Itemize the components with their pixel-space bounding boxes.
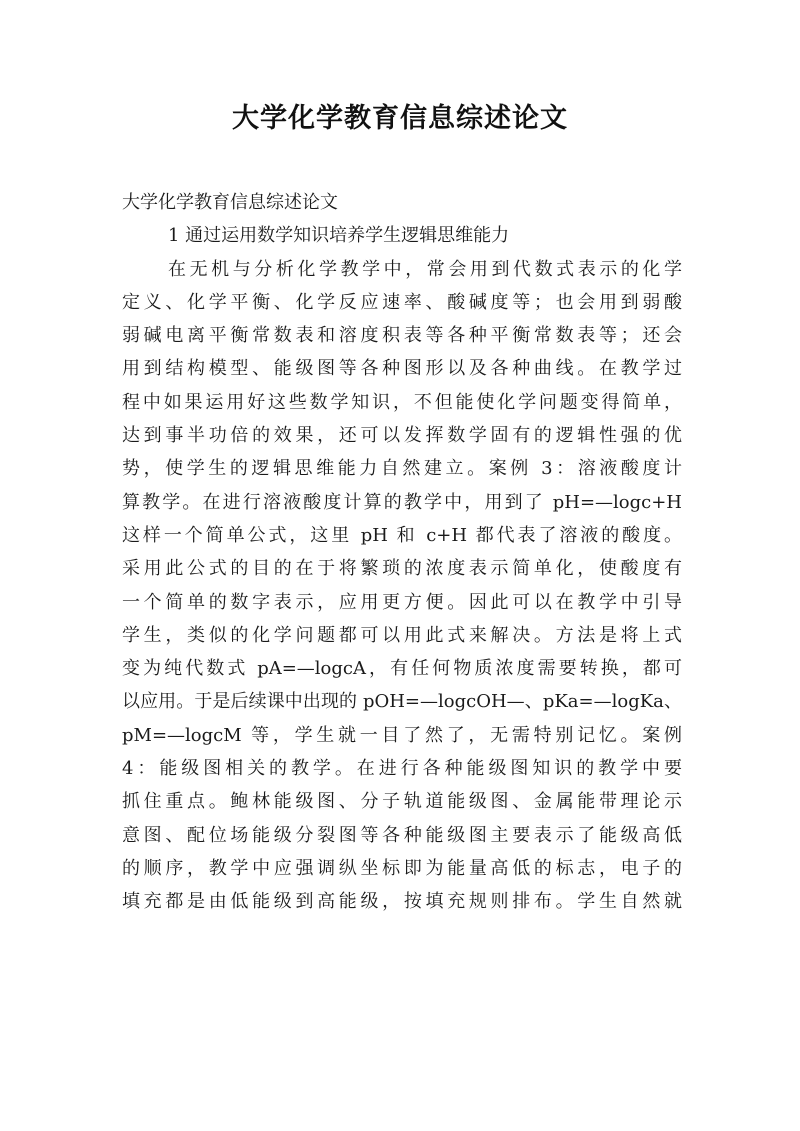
- section-heading: 1 通过运用数学知识培养学生逻辑思维能力: [168, 225, 510, 247]
- paragraph-line: 的顺序，教学中应强调纵坐标即为能量高低的标志，电子的: [122, 857, 682, 879]
- paragraph-line: 势，使学生的逻辑思维能力自然建立。案例 3：溶液酸度计: [122, 458, 682, 480]
- paragraph-line: 用到结构模型、能级图等各种图形以及各种曲线。在教学过: [122, 358, 682, 380]
- paragraph-line: 以应用。于是后续课中出现的 pOH=—logcOH—、pKa=—logKa、: [122, 691, 682, 713]
- paragraph-line: 定义、化学平衡、化学反应速率、酸碱度等；也会用到弱酸: [122, 291, 682, 313]
- document-title: 大学化学教育信息综述论文: [232, 103, 568, 134]
- paragraph-line: 变为纯代数式 pA=—logcA，有任何物质浓度需要转换，都可: [122, 658, 682, 680]
- paragraph-line: pM=—logcM 等，学生就一目了然了，无需特别记忆。案例: [122, 724, 682, 746]
- paragraph-line: 弱碱电离平衡常数表和溶度积表等各种平衡常数表等；还会: [122, 325, 682, 347]
- paragraph-line: 学生，类似的化学问题都可以用此式来解决。方法是将上式: [122, 624, 682, 646]
- paragraph-line: 意图、配位场能级分裂图等各种能级图主要表示了能级高低: [122, 824, 682, 846]
- document-subtitle: 大学化学教育信息综述论文: [122, 192, 338, 213]
- paragraph-line: 达到事半功倍的效果，还可以发挥数学固有的逻辑性强的优: [122, 425, 682, 447]
- paragraph-line: 抓住重点。鲍林能级图、分子轨道能级图、金属能带理论示: [122, 791, 682, 813]
- paragraph-line: 在无机与分析化学教学中，常会用到代数式表示的化学: [168, 258, 682, 280]
- paragraph-line: 填充都是由低能级到高能级，按填充规则排布。学生自然就: [122, 891, 682, 913]
- paragraph-line: 一个简单的数字表示，应用更方便。因此可以在教学中引导: [122, 591, 682, 613]
- paragraph-line: 这样一个简单公式，这里 pH 和 c+H 都代表了溶液的酸度。: [122, 524, 682, 546]
- paragraph-line: 采用此公式的目的在于将繁琐的浓度表示简单化，使酸度有: [122, 558, 682, 580]
- paragraph-line: 算教学。在进行溶液酸度计算的教学中，用到了 pH=—logc+H: [122, 491, 682, 513]
- document-body: [122, 186, 682, 919]
- paragraph-line: 4：能级图相关的教学。在进行各种能级图知识的教学中要: [122, 758, 682, 780]
- paragraph-line: 程中如果运用好这些数学知识，不但能使化学问题变得简单，: [122, 391, 682, 413]
